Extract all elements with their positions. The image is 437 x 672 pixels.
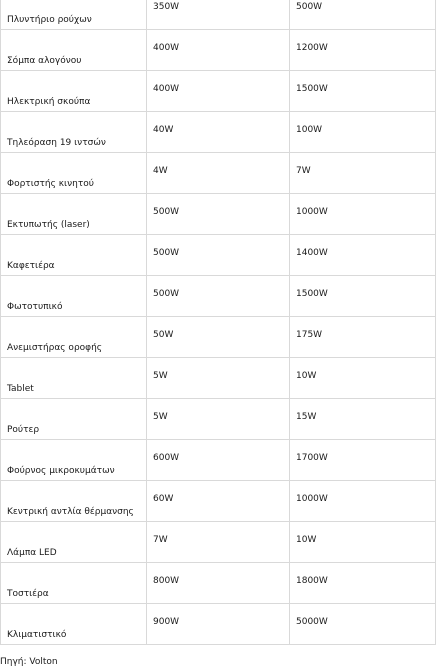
- max-power-cell: 1500W: [290, 276, 436, 317]
- max-power-cell: 15W: [290, 399, 436, 440]
- min-power-cell: 60W: [147, 481, 290, 522]
- min-power-cell: 600W: [147, 440, 290, 481]
- max-power-cell: 100W: [290, 112, 436, 153]
- device-name-cell: Τοστιέρα: [1, 563, 147, 604]
- max-power-cell: 10W: [290, 522, 436, 563]
- min-power-cell: 500W: [147, 194, 290, 235]
- max-power-cell: 1000W: [290, 194, 436, 235]
- device-name-cell: Λάμπα LED: [1, 522, 147, 563]
- max-power-cell: 1000W: [290, 481, 436, 522]
- table-row: [1, 153, 436, 194]
- max-power-cell: 5000W: [290, 604, 436, 645]
- table-row: [1, 112, 436, 153]
- table-row: [1, 276, 436, 317]
- device-name-cell: Tablet: [1, 358, 147, 399]
- device-name-cell: Φωτοτυπικό: [1, 276, 147, 317]
- max-power-cell: 1700W: [290, 440, 436, 481]
- max-power-cell: 1400W: [290, 235, 436, 276]
- max-power-cell: 1500W: [290, 71, 436, 112]
- device-name-cell: Πλυντήριο ρούχων: [1, 0, 147, 30]
- table-row: [1, 317, 436, 358]
- device-name-cell: Τηλεόραση 19 ιντσών: [1, 112, 147, 153]
- device-name-cell: Κλιματιστικό: [1, 604, 147, 645]
- max-power-cell: 7W: [290, 153, 436, 194]
- table-row: [1, 235, 436, 276]
- min-power-cell: 800W: [147, 563, 290, 604]
- source-note: Πηγή: Volton: [0, 657, 58, 667]
- table-body: [1, 0, 436, 645]
- device-name-cell: Εκτυπωτής (laser): [1, 194, 147, 235]
- min-power-cell: 400W: [147, 71, 290, 112]
- table-row: [1, 358, 436, 399]
- min-power-cell: 350W: [147, 0, 290, 30]
- table-row: [1, 194, 436, 235]
- device-name-cell: Ηλεκτρική σκούπα: [1, 71, 147, 112]
- min-power-cell: 5W: [147, 399, 290, 440]
- device-name-cell: Σόμπα αλογόνου: [1, 30, 147, 71]
- device-name-cell: Καφετιέρα: [1, 235, 147, 276]
- min-power-cell: 4W: [147, 153, 290, 194]
- device-name-cell: Φούρνος μικροκυμάτων: [1, 440, 147, 481]
- table-row: [1, 481, 436, 522]
- min-power-cell: 400W: [147, 30, 290, 71]
- table-row: [1, 522, 436, 563]
- device-name-cell: Ρούτερ: [1, 399, 147, 440]
- device-name-cell: Ανεμιστήρας οροφής: [1, 317, 147, 358]
- table-row: [1, 563, 436, 604]
- min-power-cell: 5W: [147, 358, 290, 399]
- table-row: [1, 440, 436, 481]
- min-power-cell: 7W: [147, 522, 290, 563]
- table-row: [1, 30, 436, 71]
- min-power-cell: 500W: [147, 276, 290, 317]
- table-row: [1, 399, 436, 440]
- max-power-cell: 1200W: [290, 30, 436, 71]
- table-row: [1, 604, 436, 645]
- max-power-cell: 175W: [290, 317, 436, 358]
- table-row: [1, 0, 436, 30]
- device-name-cell: Φορτιστής κινητού: [1, 153, 147, 194]
- max-power-cell: 10W: [290, 358, 436, 399]
- min-power-cell: 50W: [147, 317, 290, 358]
- min-power-cell: 900W: [147, 604, 290, 645]
- device-name-cell: Κεντρική αντλία θέρμανσης: [1, 481, 147, 522]
- table-row: [1, 71, 436, 112]
- max-power-cell: 500W: [290, 0, 436, 30]
- min-power-cell: 40W: [147, 112, 290, 153]
- min-power-cell: 500W: [147, 235, 290, 276]
- max-power-cell: 1800W: [290, 563, 436, 604]
